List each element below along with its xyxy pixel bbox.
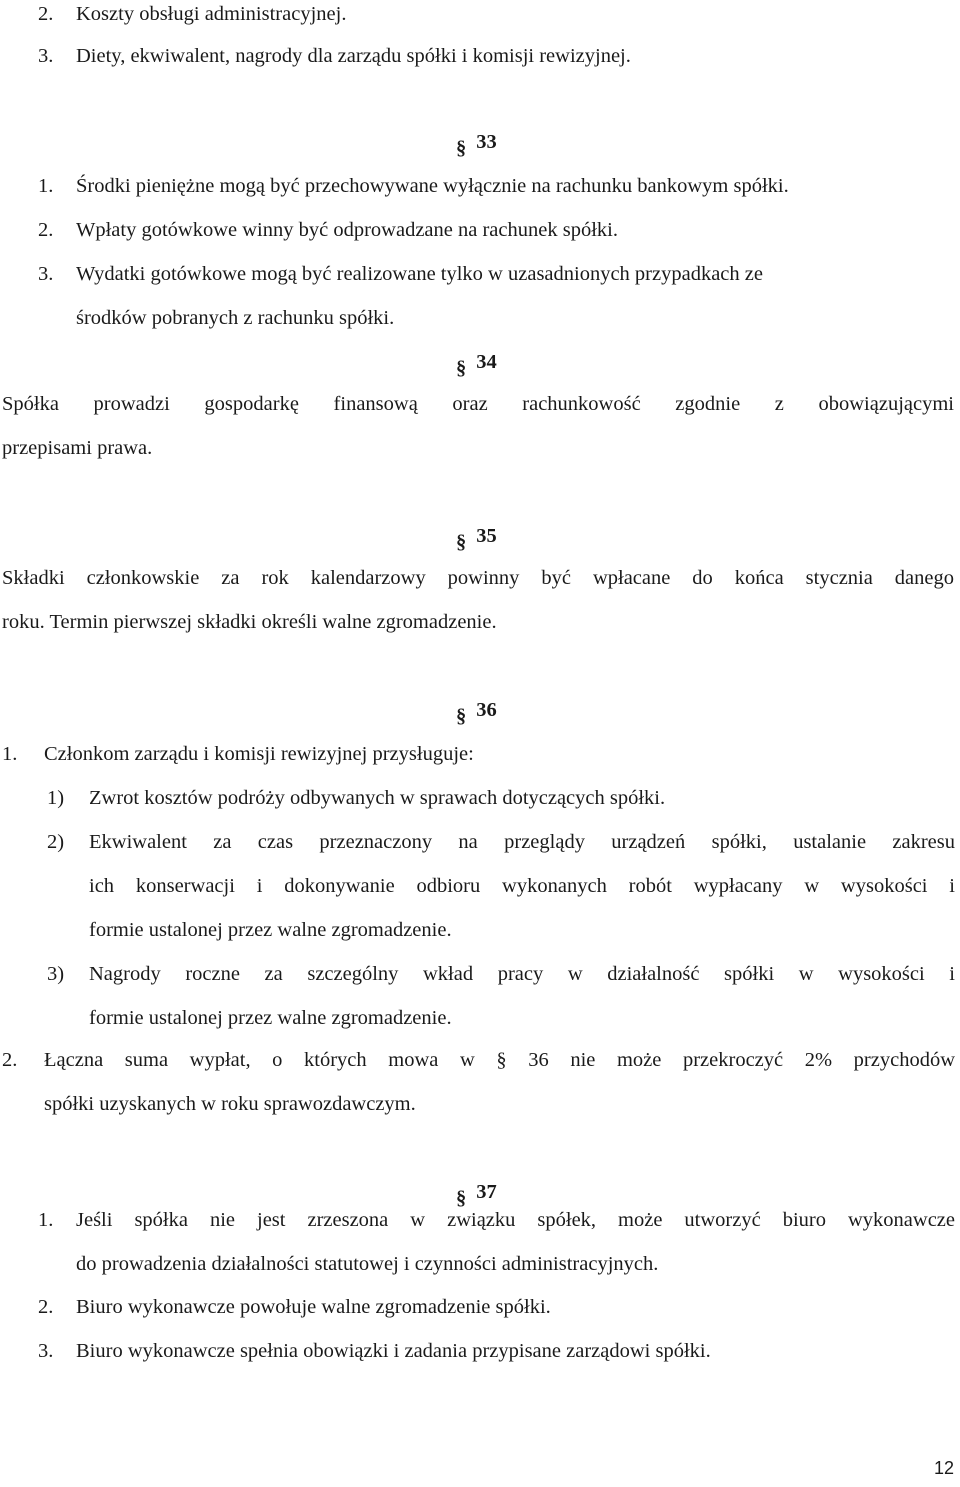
section-number: 37 bbox=[476, 1181, 497, 1203]
s33-item-1 bbox=[38, 174, 789, 198]
section-symbol: § bbox=[456, 531, 467, 553]
list-number: 1. bbox=[38, 1209, 54, 1231]
s37-item-2 bbox=[38, 1295, 551, 1319]
list-number: 1. bbox=[2, 743, 18, 765]
list-number: 1. bbox=[38, 175, 54, 197]
intro-item-3 bbox=[38, 44, 631, 68]
s36-sub-2-line-3: formie ustalonej przez walne zgromadzenie. bbox=[89, 919, 452, 941]
list-number: 2. bbox=[2, 1049, 18, 1071]
s36-sub-2 bbox=[47, 830, 64, 854]
s33-item-3-continuation: środków pobranych z rachunku spółki. bbox=[76, 307, 395, 329]
section-heading-36 bbox=[456, 698, 497, 727]
list-number: 3. bbox=[38, 263, 54, 285]
list-number: 3. bbox=[38, 1340, 54, 1362]
s33-item-3 bbox=[38, 262, 763, 286]
section-heading-35 bbox=[456, 524, 497, 553]
list-text: Koszty obsługi administracyjnej. bbox=[76, 3, 347, 25]
s36-sub-1 bbox=[47, 786, 666, 810]
section-number: 36 bbox=[476, 699, 497, 721]
section-heading-37 bbox=[456, 1180, 497, 1209]
intro-item-2 bbox=[38, 2, 347, 26]
list-text: Członkom zarządu i komisji rewizyjnej przysługuje: bbox=[44, 743, 474, 765]
s36-sub-2-line-1: Ekwiwalent za czas przeznaczony na przeglądy urządzeń spółki, ustalanie zakresu bbox=[89, 831, 955, 853]
s37-item-3 bbox=[38, 1339, 711, 1363]
list-number: 2. bbox=[38, 1296, 54, 1318]
page-number: 12 bbox=[933, 1458, 954, 1478]
list-text: Wydatki gotówkowe mogą być realizowane tylko w uzasadnionych przypadkach ze bbox=[76, 263, 763, 285]
list-text: Wpłaty gotówkowe winny być odprowadzane na rachunek spółki. bbox=[76, 219, 618, 241]
list-number: 3. bbox=[38, 45, 54, 67]
list-number: 1) bbox=[47, 787, 65, 809]
s35-paragraph-line-1: Składki członkowskie za rok kalendarzowy powinny być wpłacane do końca stycznia danego bbox=[2, 567, 954, 589]
list-number: 2) bbox=[47, 831, 65, 853]
s36-sub-3 bbox=[47, 962, 64, 986]
list-number: 3) bbox=[47, 963, 65, 985]
section-number: 35 bbox=[476, 525, 497, 547]
list-text: Biuro wykonawcze powołuje walne zgromadzenie spółki. bbox=[76, 1296, 551, 1318]
s35-paragraph-line-2: roku. Termin pierwszej składki określi walne zgromadzenie. bbox=[2, 611, 497, 633]
s36-item-2-line-1: Łączna suma wypłat, o których mowa w § 36 nie może przekroczyć 2% przychodów bbox=[44, 1049, 955, 1071]
s36-sub-2-line-2: ich konserwacji i dokonywanie odbioru wykonanych robót wypłacany w wysokości i bbox=[89, 875, 955, 897]
list-text: Środki pieniężne mogą być przechowywane wyłącznie na rachunku bankowym spółki. bbox=[76, 175, 789, 197]
section-number: 34 bbox=[476, 351, 497, 373]
s36-item-1 bbox=[2, 742, 474, 766]
s36-item-2-line-2: spółki uzyskanych w roku sprawozdawczym. bbox=[44, 1093, 416, 1115]
s36-sub-3-line-1: Nagrody roczne za szczególny wkład pracy w działalność spółki w wysokości i bbox=[89, 963, 955, 985]
s34-paragraph-line-2: przepisami prawa. bbox=[2, 437, 153, 459]
s37-item-1-line-1: Jeśli spółka nie jest zrzeszona w związku spółek, może utworzyć biuro wykonawcze bbox=[76, 1209, 955, 1231]
section-symbol: § bbox=[456, 137, 467, 159]
list-number: 2. bbox=[38, 219, 54, 241]
s33-item-2 bbox=[38, 218, 618, 242]
list-text: Zwrot kosztów podróży odbywanych w sprawach dotyczących spółki. bbox=[89, 787, 666, 809]
s37-item-1-line-2: do prowadzenia działalności statutowej i czynności administracyjnych. bbox=[76, 1253, 659, 1275]
s37-item-1 bbox=[38, 1208, 53, 1232]
list-number: 2. bbox=[38, 3, 54, 25]
s34-paragraph-line-1: Spółka prowadzi gospodarkę finansową oraz rachunkowość zgodnie z obowiązującymi bbox=[2, 393, 954, 415]
section-symbol: § bbox=[456, 357, 467, 379]
section-heading-34 bbox=[456, 350, 497, 379]
s36-item-2 bbox=[2, 1048, 17, 1072]
s36-sub-3-line-2: formie ustalonej przez walne zgromadzenie. bbox=[89, 1007, 452, 1029]
section-symbol: § bbox=[456, 705, 467, 727]
section-symbol: § bbox=[456, 1187, 467, 1209]
section-heading-33 bbox=[456, 130, 497, 159]
list-text: Diety, ekwiwalent, nagrody dla zarządu spółki i komisji rewizyjnej. bbox=[76, 45, 631, 67]
list-text: Biuro wykonawcze spełnia obowiązki i zadania przypisane zarządowi spółki. bbox=[76, 1340, 711, 1362]
section-number: 33 bbox=[476, 131, 497, 153]
